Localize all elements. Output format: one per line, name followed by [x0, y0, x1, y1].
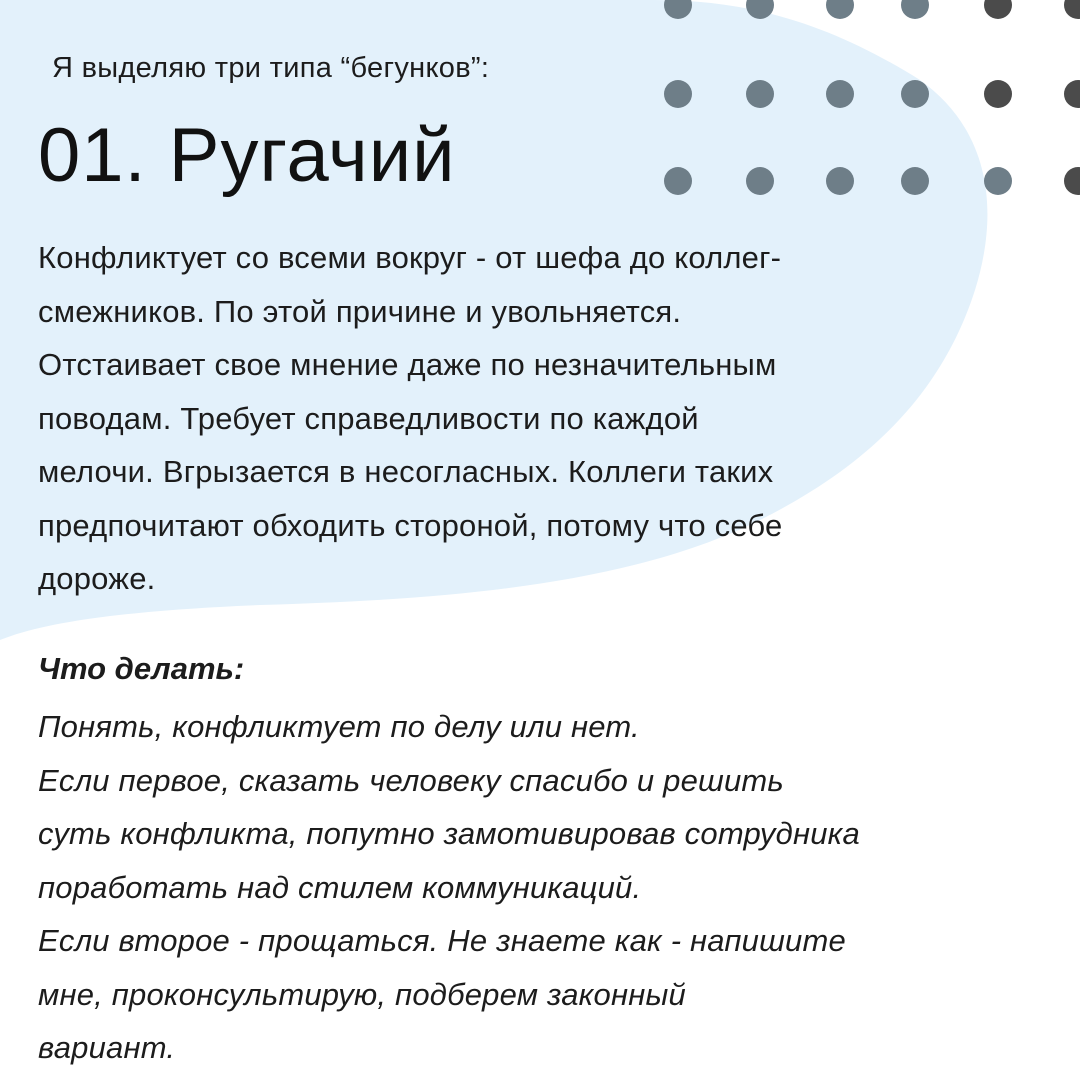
todo-line: Если первое, сказать человеку спасибо и решить	[38, 762, 784, 798]
description-line: Отстаивает свое мнение даже по незначительным	[38, 347, 777, 382]
dot	[746, 0, 774, 19]
dot	[1064, 0, 1080, 19]
dot	[901, 80, 929, 108]
dot	[664, 0, 692, 19]
description-line: смежников. По этой причине и увольняется.	[38, 293, 682, 329]
todo-line: Понять, конфликтует по делу или нет.	[38, 709, 640, 744]
dot	[901, 167, 929, 195]
description-line: поводам. Требует справедливости по каждой	[38, 400, 699, 436]
description-paragraph	[38, 231, 978, 606]
todo-paragraph	[38, 700, 1038, 1075]
todo-line: Если второе - прощаться. Не знаете как - напишите	[38, 923, 846, 958]
dot	[664, 80, 692, 108]
dot	[1064, 167, 1080, 195]
dot	[664, 167, 692, 195]
dot	[746, 80, 774, 108]
page-title: 01. Ругачий	[38, 113, 456, 198]
dot	[984, 80, 1012, 108]
description-line: предпочитают обходить стороной, потому что себе	[38, 507, 783, 543]
intro-text: Я выделяю три типа “бегунков”:	[52, 52, 490, 84]
description-line: мелочи. Вгрызается в несогласных. Коллеги таких	[38, 454, 774, 489]
dot	[826, 167, 854, 195]
todo-line: поработать над стилем коммуникаций.	[38, 869, 642, 905]
dot	[826, 80, 854, 108]
dot	[984, 167, 1012, 195]
todo-line: суть конфликта, попутно замотивировав сотрудника	[38, 816, 860, 851]
dot	[746, 167, 774, 195]
dot	[1064, 80, 1080, 108]
description-line: дороже.	[38, 561, 156, 596]
todo-line: вариант.	[38, 1030, 176, 1065]
dot	[901, 0, 929, 19]
todo-line: мне, проконсультирую, подберем законный	[38, 976, 686, 1012]
description-line: Конфликтует со всеми вокруг - от шефа до коллег-	[38, 240, 782, 275]
todo-heading: Что делать:	[38, 651, 245, 686]
dot	[826, 0, 854, 19]
dot	[984, 0, 1012, 19]
